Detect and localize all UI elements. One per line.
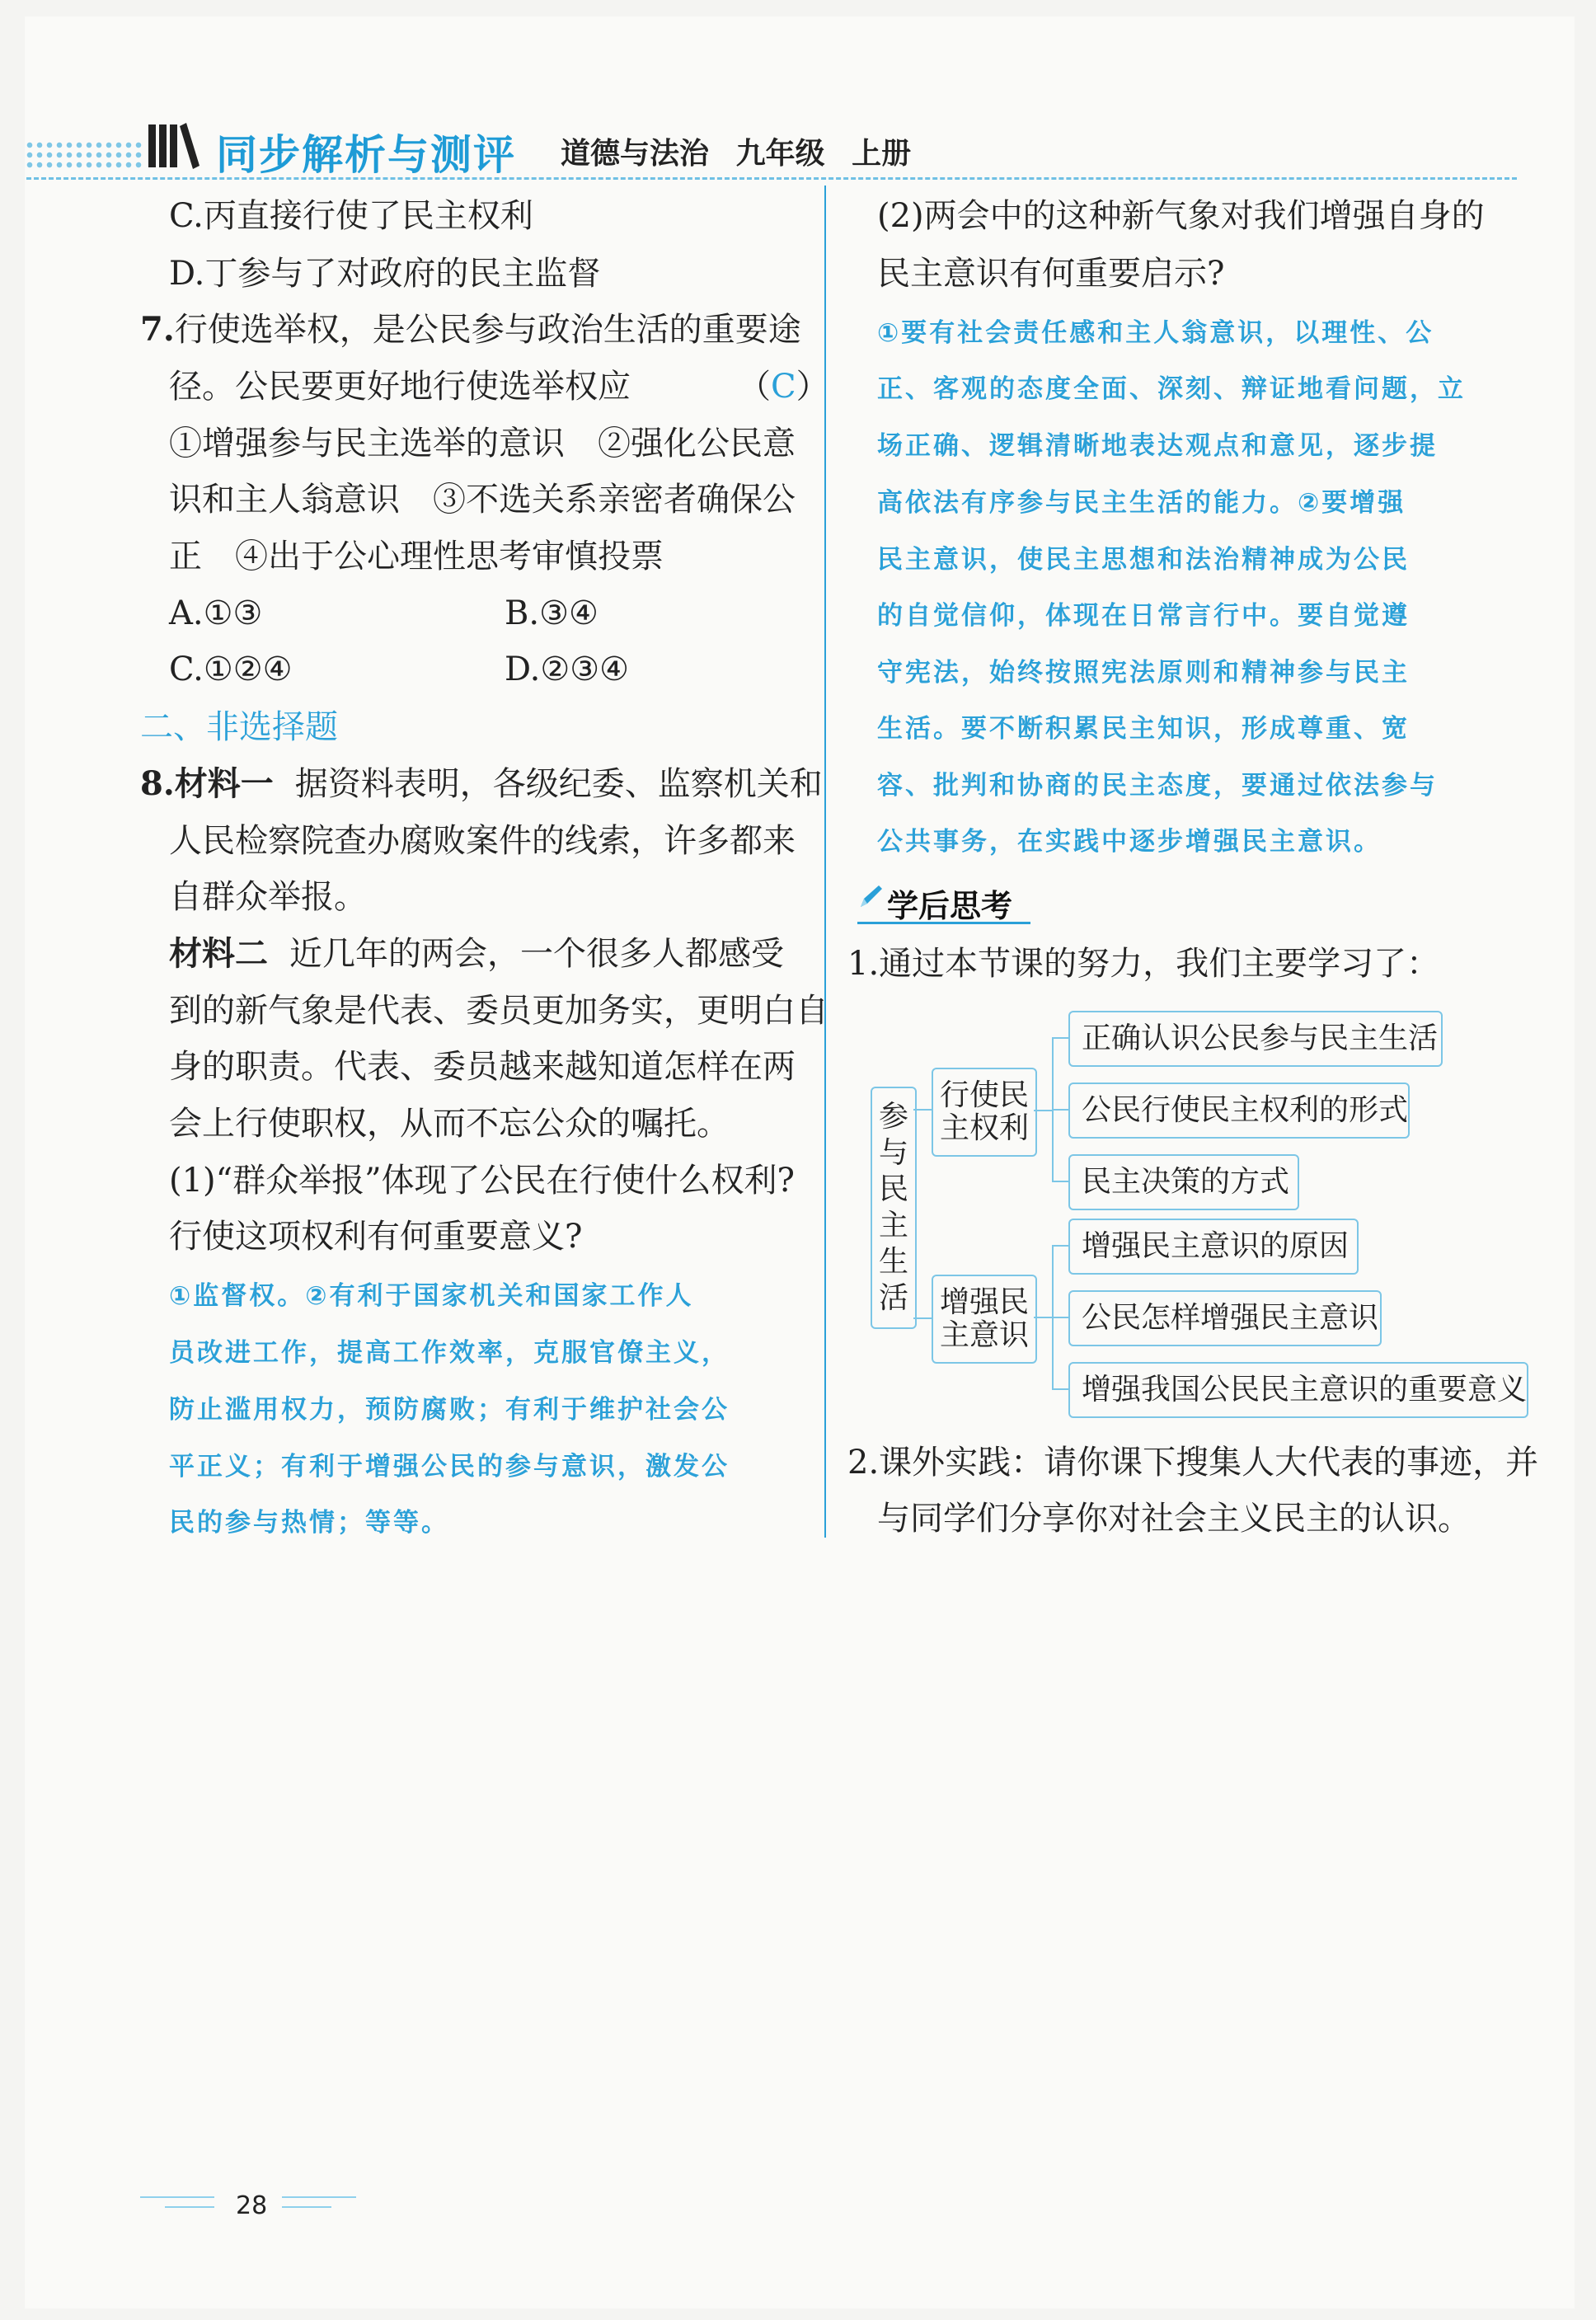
q8-answer1-line3: 防止滥用权力，预防腐败；有利于维护社会公 xyxy=(169,1395,730,1425)
q7-option-b: B.③④ xyxy=(505,594,598,632)
q8-answer2-line2: 正、客观的态度全面、深刻、辩证地看问题，立 xyxy=(877,374,1466,404)
q8-answer1-line2: 员改进工作，提高工作效率，克服官僚主义， xyxy=(169,1338,730,1368)
mindmap-root-char: 主 xyxy=(878,1209,908,1242)
books-icon xyxy=(147,120,201,169)
reflection-item-2-line1: 2.课外实践：请你课下搜集人大代表的事迹，并 xyxy=(847,1444,1539,1482)
header-subtitle xyxy=(561,130,911,172)
branch-awareness-text-1: 增强民 xyxy=(939,1285,1029,1319)
q8-material1-line2: 人民检察院查办腐败案件的线索，许多都来 xyxy=(169,822,796,860)
q8-answer2-line10: 公共事务，在实践中逐步增强民主意识。 xyxy=(877,827,1382,857)
q7-items-2: 识和主人翁意识 ③不选关系亲密者确保公 xyxy=(169,481,796,519)
q6-option-c: C.丙直接行使了民主权利 xyxy=(169,197,533,235)
q7-option-d: D.②③④ xyxy=(505,650,629,688)
q8-material2-line4: 会上行使职权，从而不忘公众的嘱托。 xyxy=(169,1105,730,1143)
q8-sub1-line2: 行使这项权利有何重要意义? xyxy=(169,1218,583,1256)
reflection-item-1: 1.通过本节课的努力，我们主要学习了： xyxy=(847,945,1440,983)
q8-material1-line1 xyxy=(140,764,823,804)
q8-material2-line1 xyxy=(169,934,784,974)
footer-deco-line xyxy=(140,2196,214,2198)
q8-answer1-line1: ①监督权。②有利于国家机关和国家工作人 xyxy=(169,1281,694,1311)
header-divider xyxy=(26,177,1517,180)
q7-line1 xyxy=(140,310,801,350)
q8-sub2-line1: (2)两会中的这种新气象对我们增强自身的 xyxy=(877,197,1485,235)
q8-number: 8. xyxy=(140,764,175,803)
mindmap-root-char: 与 xyxy=(878,1136,908,1170)
mindmap-connector xyxy=(1052,1037,1070,1039)
q7-items-3: 正 ④出于公心理性思考审慎投票 xyxy=(169,538,664,575)
mindmap-connector xyxy=(1052,1245,1070,1247)
q8-answer1-line4: 平正义；有利于增强公民的参与意识，激发公 xyxy=(169,1452,730,1482)
q7-option-a: A.①③ xyxy=(169,594,263,632)
mindmap-leaf-5: 公民怎样增强民主意识 xyxy=(1068,1290,1382,1346)
q8-material2-line3: 身的职责。代表、委员越来越知道怎样在两 xyxy=(169,1048,796,1086)
q7-number: 7. xyxy=(140,310,175,349)
q8-answer2-line3: 场正确、逻辑清晰地表达观点和意见，逐步提 xyxy=(877,431,1438,461)
q8-answer2-line5: 民主意识，使民主思想和法治精神成为公民 xyxy=(877,545,1410,575)
q8-material1-label: 材料一 xyxy=(174,764,274,803)
mindmap-connector xyxy=(1034,1317,1052,1318)
q8-answer1-line5: 民的参与热情；等等。 xyxy=(169,1508,449,1538)
footer-deco-line xyxy=(165,2206,214,2208)
header-grade: 九年级 xyxy=(735,137,825,171)
footer-deco-line xyxy=(282,2196,356,2198)
mindmap-branch-rights xyxy=(932,1068,1037,1157)
mindmap-branch-awareness xyxy=(932,1275,1037,1364)
mindmap-connector xyxy=(1052,1181,1070,1182)
q8-answer2-line6: 的自觉信仰，体现在日常言行中。要自觉遵 xyxy=(877,601,1410,631)
header-subject: 道德与法治 xyxy=(561,137,710,171)
q8-material2-text-1: 近几年的两会，一个很多人都感受 xyxy=(289,935,784,973)
q8-answer2-line1: ①要有社会责任感和主人翁意识，以理性、公 xyxy=(877,318,1434,348)
q8-answer2-line8: 生活。要不断积累民主知识，形成尊重、宽 xyxy=(877,714,1410,744)
mindmap-root-char: 参 xyxy=(878,1100,908,1134)
mindmap-leaf-4: 增强民主意识的原因 xyxy=(1068,1219,1359,1275)
mindmap-connector xyxy=(1052,1388,1070,1390)
branch-rights-text-2: 主权利 xyxy=(939,1111,1029,1145)
mindmap-connector xyxy=(913,1317,932,1319)
q8-material1-line3: 自群众举报。 xyxy=(169,878,367,916)
branch-awareness-text-2: 主意识 xyxy=(939,1318,1029,1352)
q8-answer2-line4: 高依法有序参与民主生活的能力。②要增强 xyxy=(877,488,1406,518)
q8-material2-line2: 到的新气象是代表、委员更加务实，更明白自 xyxy=(169,992,829,1030)
q7-stem-1: 行使选举权，是公民参与政治生活的重要途 xyxy=(174,311,801,349)
branch-rights-text-1: 行使民 xyxy=(939,1078,1029,1112)
mindmap-leaf-6: 增强我国公民民主意识的重要意义 xyxy=(1068,1362,1528,1418)
q8-material2-label: 材料二 xyxy=(169,934,268,973)
q8-material1-text-1: 据资料表明，各级纪委、监察机关和 xyxy=(294,765,823,803)
mindmap-root-char: 活 xyxy=(878,1281,908,1315)
mindmap-connector xyxy=(1052,1317,1070,1318)
q8-sub2-line2: 民主意识有何重要启示? xyxy=(877,255,1225,293)
pencil-icon xyxy=(857,882,885,910)
section-title: 二、非选择题 xyxy=(140,708,338,746)
mindmap-root-char: 民 xyxy=(878,1172,908,1206)
reflection-title: 学后思考 xyxy=(887,888,1013,924)
q7-items-1: ①增强参与民主选举的意识 ②强化公民意 xyxy=(169,425,796,463)
header-dots-decoration xyxy=(25,140,144,170)
q7-answer-bracket xyxy=(738,367,829,406)
q7-bracket-open: （ xyxy=(738,368,771,406)
mindmap-connector xyxy=(913,1109,932,1111)
q8-sub1-line1: (1)“群众举报”体现了公民在行使什么权利? xyxy=(169,1162,796,1200)
q8-answer2-line7: 守宪法，始终按照宪法原则和精神参与民主 xyxy=(877,658,1410,688)
mindmap-connector xyxy=(1052,1109,1070,1111)
page-number: 28 xyxy=(236,2191,268,2220)
reflection-underline xyxy=(857,922,1030,924)
footer-deco-line xyxy=(282,2206,331,2208)
reflection-item-2-line2: 与同学们分享你对社会主义民主的认识。 xyxy=(877,1500,1471,1538)
header-volume: 上册 xyxy=(852,137,912,171)
mindmap-root xyxy=(871,1087,917,1329)
q6-option-d: D.丁参与了对政府的民主监督 xyxy=(169,255,601,293)
q7-line2: 径。公民要更好地行使选举权应 xyxy=(169,368,631,406)
mindmap-connector xyxy=(1034,1110,1052,1111)
q7-option-c: C.①②④ xyxy=(169,650,293,688)
mindmap-leaf-2: 公民行使民主权利的形式 xyxy=(1068,1083,1410,1139)
mindmap-root-char: 生 xyxy=(878,1245,908,1279)
q8-answer2-line9: 容、批判和协商的民主态度，要通过依法参与 xyxy=(877,771,1438,801)
header-title: 同步解析与测评 xyxy=(216,131,516,179)
q7-answer: C xyxy=(771,368,796,406)
mindmap-leaf-3: 民主决策的方式 xyxy=(1068,1154,1299,1210)
mindmap-leaf-1: 正确认识公民参与民主生活 xyxy=(1068,1011,1443,1067)
q7-bracket-close: ） xyxy=(796,368,829,406)
